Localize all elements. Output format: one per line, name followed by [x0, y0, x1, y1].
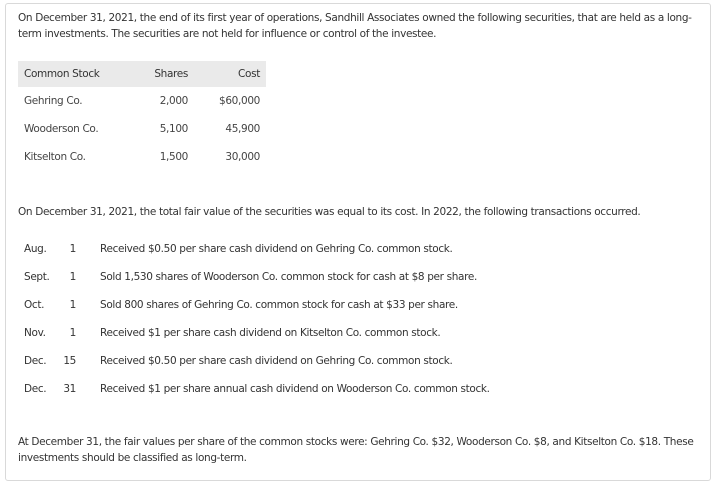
stock-name: Gehring Co. [24, 95, 83, 107]
stock-cost: $60,000 [219, 95, 260, 107]
table-header-row [18, 61, 266, 87]
stock-shares: 2,000 [159, 95, 188, 107]
transaction-month: Dec. [24, 383, 47, 395]
transaction-description: Sold 800 shares of Gehring Co. common stock for cash at $33 per share. [100, 299, 458, 311]
table-row [18, 143, 266, 171]
stock-name: Wooderson Co. [24, 123, 99, 135]
transaction-day: 15 [63, 355, 76, 367]
transaction-description: Received $0.50 per share cash dividend on Gehring Co. common stock. [100, 355, 453, 367]
stock-shares: 5,100 [159, 123, 188, 135]
stock-cost: 30,000 [225, 151, 260, 163]
header-cost: Cost [188, 61, 266, 87]
stock-shares: 1,500 [159, 151, 188, 163]
header-shares: Shares [128, 61, 188, 87]
table-row [18, 87, 266, 115]
closing-paragraph: At December 31, the fair values per share of the common stocks were: Gehring Co. $32, Wooderson Co. $8, and Kitselton Co. $18. These investments should be classified as long-term. [18, 436, 694, 464]
transaction-month: Aug. [24, 243, 47, 255]
transaction-description: Received $1 per share annual cash dividend on Wooderson Co. common stock. [100, 383, 490, 395]
transaction-month: Dec. [24, 355, 47, 367]
transaction-description: Sold 1,530 shares of Wooderson Co. common stock for cash at $8 per share. [100, 271, 477, 283]
transaction-day: 31 [63, 383, 76, 395]
transaction-day: 1 [69, 243, 76, 255]
transaction-description: Received $0.50 per share cash dividend on Gehring Co. common stock. [100, 243, 453, 255]
securities-table [18, 61, 266, 171]
stock-name: Kitselton Co. [24, 151, 86, 163]
transaction-day: 1 [69, 271, 76, 283]
transaction-day: 1 [69, 327, 76, 339]
transaction-description: Received $1 per share cash dividend on Kitselton Co. common stock. [100, 327, 441, 339]
intro-paragraph: On December 31, 2021, the end of its first year of operations, Sandhill Associates owned the following securities, that are held as a long-term investments. The securities are not held for influence or control of the investee. [18, 12, 692, 40]
transaction-month: Sept. [24, 271, 50, 283]
header-common-stock: Common Stock [18, 61, 128, 87]
transaction-month: Oct. [24, 299, 45, 311]
fair-value-paragraph: On December 31, 2021, the total fair value of the securities was equal to its cost. In 2022, the following transactions occurred. [18, 206, 641, 218]
transaction-month: Nov. [24, 327, 46, 339]
table-row [18, 115, 266, 143]
stock-cost: 45,900 [225, 123, 260, 135]
transaction-day: 1 [69, 299, 76, 311]
